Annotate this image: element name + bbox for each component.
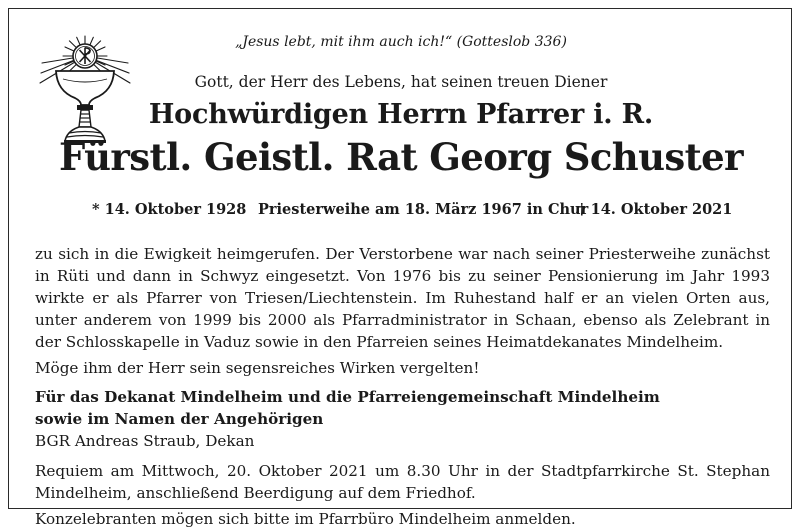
signature-block — [35, 386, 770, 452]
signature-line-2: sowie im Namen der Angehörigen — [35, 410, 324, 428]
ordination-date: Priesterweihe am 18. März 1967 in Chur — [258, 201, 589, 218]
signature-line-1: Für das Dekanat Mindelheim und die Pfarreiengemeinschaft Mindelheim — [35, 388, 660, 406]
obituary-body — [35, 243, 770, 530]
blessing-line: Möge ihm der Herr sein segensreiches Wirken vergelten! — [35, 359, 480, 377]
deceased-name: Fürstl. Geistl. Rat Georg Schuster — [59, 135, 743, 179]
deceased-title: Hochwürdigen Herrn Pfarrer i. R. — [148, 99, 654, 130]
intro-line: Gott, der Herr des Lebens, hat seinen treuen Diener — [194, 73, 608, 91]
obituary-notice — [8, 8, 792, 528]
biography-paragraph: zu sich in die Ewigkeit heimgerufen. Der Verstorbene war nach seiner Priesterweihe zunächst in Rüti und dann in Schwyz eingesetzt. Von 1976 bis zu seiner Pensionierung im Jahr 1993 wirkte er als Pfarrer von Triesen/Liechtenstein. Im Ruhestand half er an vielen Orten aus, unter anderem von 1999 bis 2000 als Pfarradministrator in Schaan, ebenso als Zelebrant in der Schlosskapelle in Vaduz sowie in den Pfarreien seines Heimatdekanates Mindelheim. — [35, 245, 770, 351]
signer-name: BGR Andreas Straub, Dekan — [35, 432, 255, 450]
death-date: † 14. Oktober 2021 — [578, 201, 733, 218]
motto-quote: „Jesus lebt, mit ihm auch ich!“ (Gotteslob 336) — [235, 34, 567, 50]
concelebrants-note: Konzelebranten mögen sich bitte im Pfarrbüro Mindelheim anmelden. — [35, 510, 576, 528]
birth-date: * 14. Oktober 1928 — [92, 201, 247, 218]
requiem-info: Requiem am Mittwoch, 20. Oktober 2021 um 8.30 Uhr in der Stadtpfarrkirche St. Stephan Mindelheim, anschließend Beerdigung auf dem Friedhof. — [35, 462, 770, 502]
